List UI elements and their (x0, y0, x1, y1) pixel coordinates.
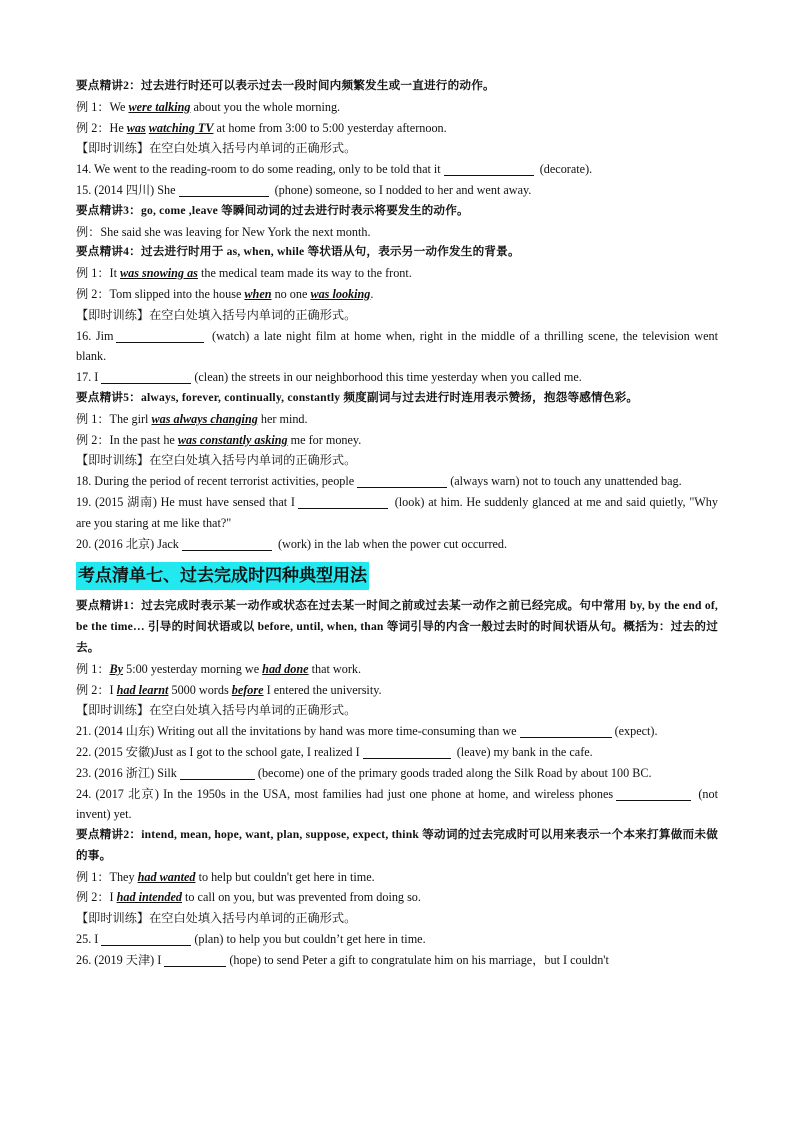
emphasis: watching TV (148, 120, 214, 135)
example-line (76, 118, 718, 139)
training-heading: 【即时训练】在空白处填入括号内单词的正确形式。 (76, 453, 357, 468)
key-terms: intend, mean, hope, want, plan, suppose, expect, think (141, 828, 420, 842)
question-text: 19. (2015 湖南) He must have sensed that I (76, 494, 295, 509)
question-25 (76, 929, 718, 950)
example-text: 例 2：He (76, 120, 127, 135)
question-text: 22. (2015 安徽)Just as I got to the school gate, I realized I (76, 744, 360, 759)
example-text: her mind. (257, 411, 308, 426)
example-text: 5000 words (168, 682, 232, 697)
key-label: 要点精讲4：过去进行时用于 (76, 245, 227, 259)
question-16 (76, 326, 718, 368)
example-line (76, 409, 718, 430)
key-label: 要点精讲3： (76, 203, 141, 217)
answer-blank[interactable] (363, 744, 451, 759)
training-heading: 【即时训练】在空白处填入括号内单词的正确形式。 (76, 911, 357, 926)
question-18 (76, 471, 718, 492)
answer-blank[interactable] (180, 765, 255, 780)
question-text: 21. (2014 山东) Writing out all the invitations by hand was more time-consuming than we (76, 724, 517, 739)
question-text: 16. Jim (76, 328, 114, 343)
example-line (76, 867, 718, 888)
answer-blank[interactable] (520, 723, 612, 738)
question-text: (become) one of the primary goods traded along the Silk Road by about 100 BC. (257, 765, 652, 780)
question-text: (watch) a late night film at home when, right in the middle of a thrilling scene, the television went blank. (76, 328, 719, 364)
answer-blank[interactable] (101, 369, 191, 384)
question-text: 24. (2017 北京) In the 1950s in the USA, most families had just one phone at home, and wireless phones (76, 786, 614, 801)
perfect-key-point-1 (76, 596, 718, 658)
question-text: 18. During the period of recent terrorist activities, people (76, 474, 355, 489)
emphasis: was (126, 120, 146, 135)
training-heading: 【即时训练】在空白处填入括号内单词的正确形式。 (76, 307, 357, 322)
answer-blank[interactable] (444, 161, 534, 176)
section-heading: 考点清单七、过去完成时四种典型用法 (76, 562, 369, 590)
example-line (76, 263, 718, 284)
emphasis: was always changing (151, 411, 258, 426)
question-text: (phone) someone, so I nodded to her and went away. (271, 182, 532, 197)
key-label: 要点精讲2： (76, 828, 142, 842)
key-text: 等动词的过去完成时可以用来表示一个本来打算做而未做的事。 (76, 828, 718, 862)
answer-blank[interactable] (179, 182, 269, 197)
key-point-5 (76, 388, 718, 409)
question-15 (76, 180, 718, 201)
example-line: 例：She said she was leaving for New York the next month. (76, 224, 371, 239)
emphasis: had done (262, 661, 309, 676)
example-text: 例 2：In the past he (76, 432, 178, 447)
emphasis: had learnt (116, 682, 169, 697)
key-label: 要点精讲5： (76, 390, 141, 404)
question-text: (decorate). (536, 162, 593, 177)
example-text: about you the whole morning. (190, 99, 341, 114)
question-text: 25. I (76, 932, 99, 947)
example-line (76, 430, 718, 451)
emphasis: By (109, 661, 124, 676)
example-text: 例 2：I (76, 682, 117, 697)
example-text: to help but couldn't get here in time. (195, 869, 375, 884)
example-line (76, 680, 718, 701)
question-text: (expect). (614, 724, 658, 739)
question-20 (76, 534, 718, 555)
example-text: 例 1： (76, 661, 110, 676)
question-text: (work) in the lab when the power cut occurred. (274, 536, 508, 551)
question-text: (clean) the streets in our neighborhood this time yesterday when you called me. (194, 370, 582, 385)
question-text: 23. (2016 浙江) Silk (76, 765, 177, 780)
emphasis: was snowing as (120, 266, 198, 281)
example-text: 例 1：It (76, 266, 121, 281)
key-point-4 (76, 242, 718, 263)
question-17 (76, 367, 718, 388)
answer-blank[interactable] (164, 952, 226, 967)
example-line (76, 887, 718, 908)
question-text: (not invent) yet. (76, 786, 718, 822)
answer-blank[interactable] (298, 494, 388, 509)
emphasis: was constantly asking (177, 432, 288, 447)
answer-blank[interactable] (101, 931, 191, 946)
key-terms: go, come ,leave (140, 203, 219, 217)
answer-blank[interactable] (116, 328, 204, 343)
example-text: me for money. (287, 432, 362, 447)
question-text: 26. (2019 天津) I (76, 952, 162, 967)
question-text: (hope) to send Peter a gift to congratulate him on his marriage，but I couldn't (229, 952, 609, 967)
example-text: 例 2：Tom slipped into the house (76, 286, 245, 301)
question-text: (plan) to help you but couldn’t get here in time. (194, 932, 426, 947)
key-text: 等瞬间动词的过去进行时表示将要发生的动作。 (218, 203, 469, 217)
example-line (76, 97, 718, 118)
key-point-3 (76, 201, 718, 222)
key-point-2: 要点精讲2：过去进行时还可以表示过去一段时间内频繁发生或一直进行的动作。 (76, 79, 495, 92)
training-heading: 【即时训练】在空白处填入括号内单词的正确形式。 (76, 141, 357, 156)
example-text: 例 1：The girl (76, 411, 152, 426)
question-24 (76, 784, 718, 826)
question-14 (76, 159, 718, 180)
question-23 (76, 763, 718, 784)
key-terms: by, by the end of, be the time… (76, 599, 718, 634)
example-text: at home from 3:00 to 5:00 yesterday afternoon. (213, 120, 447, 135)
example-text: to call on you, but was prevented from doing so. (181, 890, 421, 905)
example-text: I entered the university. (263, 682, 382, 697)
key-text: 引导的时间状语或以 (144, 620, 258, 634)
key-terms: always, forever, continually, constantly (140, 390, 341, 404)
emphasis: were talking (128, 99, 191, 114)
emphasis: before (231, 682, 264, 697)
question-21 (76, 721, 718, 742)
answer-blank[interactable] (182, 536, 272, 551)
key-text: 要点精讲1：过去完成时表示某一动作或状态在过去某一时间之前或过去某一动作之前已经完成。句中常用 (76, 599, 630, 613)
key-terms: as, when, while (226, 245, 305, 259)
key-text: 等词引导的内含一般过去时的时间状语从句。概括为：过去的过去。 (76, 620, 718, 654)
emphasis: when (244, 286, 272, 301)
emphasis: had wanted (137, 869, 196, 884)
example-line (76, 284, 718, 305)
question-22 (76, 742, 718, 763)
question-text: 20. (2016 北京) Jack (76, 536, 179, 551)
key-text: 频度副词与过去进行时连用表示赞扬，抱怨等感情色彩。 (340, 390, 639, 404)
example-text: that work. (308, 661, 362, 676)
example-text: 例 2：I (76, 890, 117, 905)
question-text: (always warn) not to touch any unattended bag. (450, 474, 682, 489)
question-26 (76, 950, 718, 971)
question-text: (look) at him. He suddenly glanced at me and said quietly, "Why are you staring at me like that?" (76, 494, 718, 530)
example-text: . (370, 286, 374, 301)
question-19 (76, 492, 718, 534)
training-heading: 【即时训练】在空白处填入括号内单词的正确形式。 (76, 703, 357, 718)
example-text: 例 1：They (76, 869, 138, 884)
example-text: 5:00 yesterday morning we (123, 661, 263, 676)
example-line (76, 659, 718, 680)
example-text: the medical team made its way to the front. (197, 266, 412, 281)
question-text: 14. We went to the reading-room to do some reading, only to be told that it (76, 162, 441, 177)
question-text: (leave) my bank in the cafe. (453, 744, 593, 759)
example-text: no one (271, 286, 311, 301)
example-text: 例 1：We (76, 99, 129, 114)
perfect-key-point-2 (76, 825, 718, 867)
answer-blank[interactable] (357, 473, 447, 488)
emphasis: was looking (310, 286, 371, 301)
question-text: 15. (2014 四川) She (76, 182, 176, 197)
answer-blank[interactable] (616, 786, 691, 801)
key-terms: before, until, when, than (257, 620, 384, 634)
document-content (76, 76, 718, 971)
emphasis: had intended (116, 890, 182, 905)
key-text: 等状语从句，表示另一动作发生的背景。 (304, 245, 520, 259)
question-text: 17. I (76, 370, 99, 385)
